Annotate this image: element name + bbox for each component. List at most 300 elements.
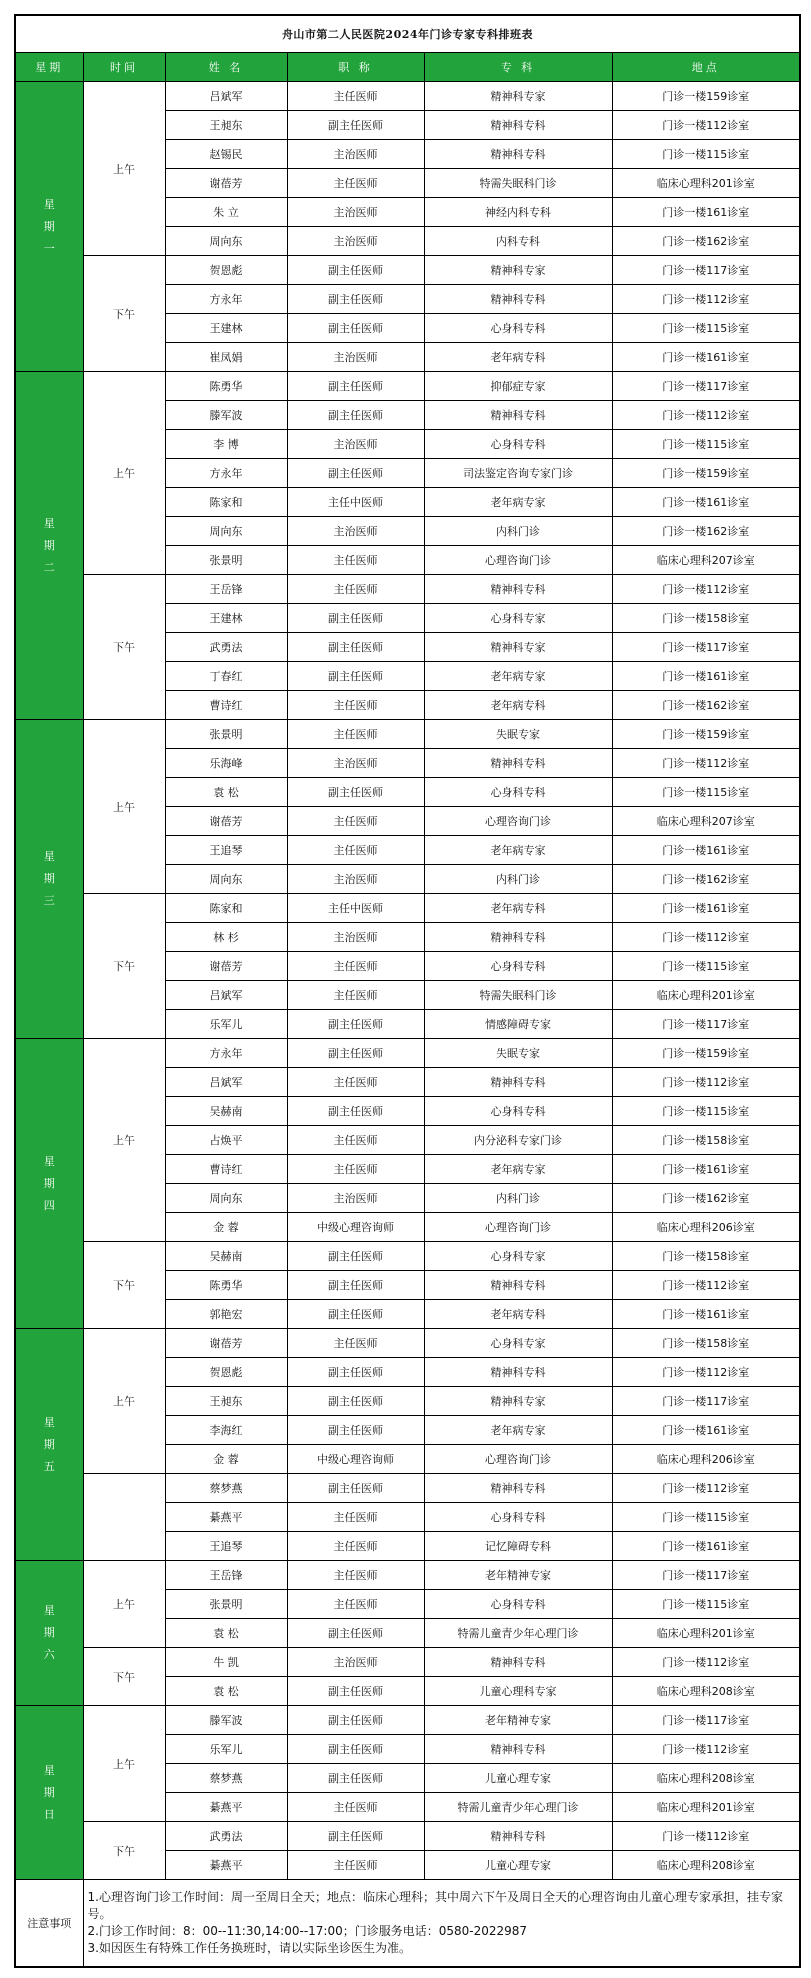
- cell-title: 副主任医师: [287, 1039, 424, 1068]
- cell-title: 主治医师: [287, 865, 424, 894]
- cell-specialty: 老年病专家: [424, 836, 612, 865]
- cell-specialty: 儿童心理专家: [424, 1851, 612, 1880]
- notes-content: [83, 1880, 800, 1968]
- day-label: [15, 1039, 83, 1329]
- cell-specialty: 心身科专科: [424, 314, 612, 343]
- period-label: 下午: [83, 894, 165, 1039]
- table-row: [15, 1706, 800, 1735]
- cell-location: 门诊一楼117诊室: [612, 1561, 800, 1590]
- cell-location: 门诊一楼162诊室: [612, 1184, 800, 1213]
- cell-specialty: 内科专科: [424, 227, 612, 256]
- table-row: [15, 720, 800, 749]
- cell-name: 方永年: [165, 285, 287, 314]
- cell-title: 主任医师: [287, 1793, 424, 1822]
- period-label: 上午: [83, 1561, 165, 1648]
- cell-specialty: 内分泌科专家门诊: [424, 1126, 612, 1155]
- table-row: [15, 1474, 800, 1503]
- cell-name: 丁春红: [165, 662, 287, 691]
- cell-location: 门诊一楼159诊室: [612, 1039, 800, 1068]
- cell-specialty: 心理咨询门诊: [424, 807, 612, 836]
- day-label: [15, 372, 83, 720]
- cell-specialty: 心身科专科: [424, 430, 612, 459]
- cell-location: 门诊一楼115诊室: [612, 140, 800, 169]
- cell-specialty: 特需儿童青少年心理门诊: [424, 1619, 612, 1648]
- cell-location: 临床心理科201诊室: [612, 1793, 800, 1822]
- cell-location: 门诊一楼112诊室: [612, 1271, 800, 1300]
- day-label-text: 星期四: [43, 1154, 55, 1212]
- cell-title: 主任医师: [287, 952, 424, 981]
- note-line-1: 1.心理咨询门诊工作时间：周一至周日全天；地点：临床心理科；其中周六下午及周日全天的心理咨询由儿童心理专家承担，挂专家号。: [87, 1890, 783, 1921]
- day-label-text: 星期一: [43, 197, 55, 255]
- table-row: [15, 1648, 800, 1677]
- cell-location: 临床心理科208诊室: [612, 1764, 800, 1793]
- cell-specialty: 精神科专科: [424, 1474, 612, 1503]
- cell-name: 谢蓓芳: [165, 1329, 287, 1358]
- day-label-text: 星期三: [43, 850, 55, 907]
- cell-location: 门诊一楼112诊室: [612, 1358, 800, 1387]
- cell-title: 副主任医师: [287, 1822, 424, 1851]
- cell-location: 门诊一楼162诊室: [612, 227, 800, 256]
- cell-location: 门诊一楼112诊室: [612, 401, 800, 430]
- cell-location: 门诊一楼115诊室: [612, 952, 800, 981]
- cell-title: 主任医师: [287, 807, 424, 836]
- cell-title: 副主任医师: [287, 372, 424, 401]
- cell-specialty: 情感障碍专家: [424, 1010, 612, 1039]
- cell-specialty: 心身科专科: [424, 952, 612, 981]
- day-label: [15, 1706, 83, 1880]
- cell-title: 副主任医师: [287, 285, 424, 314]
- cell-location: 门诊一楼112诊室: [612, 1474, 800, 1503]
- cell-name: 王岳锋: [165, 1561, 287, 1590]
- cell-name: 曹诗红: [165, 691, 287, 720]
- cell-title: 主治医师: [287, 1184, 424, 1213]
- cell-specialty: 司法鉴定咨询专家门诊: [424, 459, 612, 488]
- cell-location: 门诊一楼117诊室: [612, 633, 800, 662]
- cell-specialty: 失眠专家: [424, 1039, 612, 1068]
- cell-specialty: 精神科专科: [424, 1358, 612, 1387]
- cell-name: 武勇法: [165, 1822, 287, 1851]
- cell-specialty: 精神科专家: [424, 1387, 612, 1416]
- cell-title: 主治医师: [287, 198, 424, 227]
- cell-location: 门诊一楼112诊室: [612, 575, 800, 604]
- cell-title: 副主任医师: [287, 401, 424, 430]
- table-row: [15, 1329, 800, 1358]
- cell-specialty: 内科门诊: [424, 865, 612, 894]
- cell-location: 门诊一楼159诊室: [612, 720, 800, 749]
- cell-name: 王昶东: [165, 1387, 287, 1416]
- cell-title: 主任医师: [287, 981, 424, 1010]
- period-label: 上午: [83, 1329, 165, 1474]
- cell-specialty: 老年病专家: [424, 1155, 612, 1184]
- cell-location: 门诊一楼161诊室: [612, 198, 800, 227]
- cell-specialty: 心身科专科: [424, 1097, 612, 1126]
- period-label: 下午: [83, 1242, 165, 1329]
- cell-location: 门诊一楼115诊室: [612, 430, 800, 459]
- cell-location: 门诊一楼115诊室: [612, 314, 800, 343]
- cell-title: 主任医师: [287, 1851, 424, 1880]
- period-label: 上午: [83, 82, 165, 256]
- cell-title: 主任医师: [287, 1126, 424, 1155]
- day-label-text: 星期六: [43, 1604, 55, 1661]
- cell-location: 门诊一楼161诊室: [612, 1300, 800, 1329]
- cell-specialty: 心身科专家: [424, 1242, 612, 1271]
- cell-location: 门诊一楼112诊室: [612, 111, 800, 140]
- cell-title: 主任医师: [287, 1155, 424, 1184]
- cell-name: 陈家和: [165, 894, 287, 923]
- cell-specialty: 精神科专家: [424, 633, 612, 662]
- table-row: [15, 1561, 800, 1590]
- cell-location: 门诊一楼117诊室: [612, 1010, 800, 1039]
- cell-location: 门诊一楼115诊室: [612, 1097, 800, 1126]
- cell-name: 谢蓓芳: [165, 169, 287, 198]
- cell-title: 副主任医师: [287, 111, 424, 140]
- cell-specialty: 特需儿童青少年心理门诊: [424, 1793, 612, 1822]
- cell-title: 主治医师: [287, 1648, 424, 1677]
- cell-name: 袁 松: [165, 1677, 287, 1706]
- cell-name: 王建林: [165, 604, 287, 633]
- cell-location: 门诊一楼161诊室: [612, 894, 800, 923]
- table-row: [15, 894, 800, 923]
- cell-name: 崔凤娟: [165, 343, 287, 372]
- cell-name: 武勇法: [165, 633, 287, 662]
- cell-name: 周向东: [165, 1184, 287, 1213]
- cell-name: 贺恩彪: [165, 256, 287, 285]
- cell-location: 门诊一楼162诊室: [612, 517, 800, 546]
- cell-location: 门诊一楼115诊室: [612, 1590, 800, 1619]
- cell-name: 赵锡民: [165, 140, 287, 169]
- cell-title: 主任医师: [287, 691, 424, 720]
- cell-title: 副主任医师: [287, 459, 424, 488]
- period-label: 上午: [83, 1706, 165, 1822]
- cell-title: 副主任医师: [287, 256, 424, 285]
- cell-name: 蔡梦燕: [165, 1764, 287, 1793]
- cell-specialty: 儿童心理专家: [424, 1764, 612, 1793]
- cell-location: 门诊一楼158诊室: [612, 1126, 800, 1155]
- cell-specialty: 失眠专家: [424, 720, 612, 749]
- cell-location: 门诊一楼161诊室: [612, 1155, 800, 1184]
- cell-title: 副主任医师: [287, 633, 424, 662]
- table-row: [15, 372, 800, 401]
- cell-location: 门诊一楼161诊室: [612, 662, 800, 691]
- cell-location: 门诊一楼112诊室: [612, 1735, 800, 1764]
- cell-name: 郭艳宏: [165, 1300, 287, 1329]
- period-label: 下午: [83, 1648, 165, 1706]
- cell-title: 主任医师: [287, 836, 424, 865]
- cell-location: 门诊一楼115诊室: [612, 778, 800, 807]
- cell-name: 王建林: [165, 314, 287, 343]
- table-row: [15, 1242, 800, 1271]
- cell-name: 袁 松: [165, 1619, 287, 1648]
- cell-location: 临床心理科207诊室: [612, 807, 800, 836]
- cell-name: 李海红: [165, 1416, 287, 1445]
- note-line-2: 2.门诊工作时间：8：00--11:30,14:00--17:00；门诊服务电话：0580-2022987: [87, 1924, 528, 1938]
- cell-title: 副主任医师: [287, 1474, 424, 1503]
- cell-specialty: 心身科专家: [424, 604, 612, 633]
- period-label: [83, 1474, 165, 1561]
- cell-location: 临床心理科201诊室: [612, 1619, 800, 1648]
- table-row: [15, 256, 800, 285]
- cell-specialty: 心身科专家: [424, 1329, 612, 1358]
- cell-name: 谢蓓芳: [165, 952, 287, 981]
- cell-name: 綦燕平: [165, 1851, 287, 1880]
- cell-name: 乐军儿: [165, 1010, 287, 1039]
- cell-location: 门诊一楼112诊室: [612, 1648, 800, 1677]
- cell-specialty: 心身科专科: [424, 778, 612, 807]
- cell-title: 主治医师: [287, 517, 424, 546]
- cell-title: 副主任医师: [287, 1242, 424, 1271]
- cell-location: 门诊一楼161诊室: [612, 488, 800, 517]
- cell-specialty: 精神科专科: [424, 401, 612, 430]
- table-row: [15, 1822, 800, 1851]
- cell-title: 副主任医师: [287, 1097, 424, 1126]
- cell-name: 牛 凯: [165, 1648, 287, 1677]
- cell-specialty: 心身科专科: [424, 1503, 612, 1532]
- cell-location: 门诊一楼112诊室: [612, 1822, 800, 1851]
- cell-name: 吕斌军: [165, 82, 287, 111]
- cell-location: 门诊一楼159诊室: [612, 82, 800, 111]
- cell-name: 吴赫南: [165, 1242, 287, 1271]
- cell-name: 谢蓓芳: [165, 807, 287, 836]
- cell-name: 贺恩彪: [165, 1358, 287, 1387]
- cell-name: 金 蓉: [165, 1213, 287, 1242]
- cell-location: 门诊一楼115诊室: [612, 1503, 800, 1532]
- cell-title: 中级心理咨询师: [287, 1445, 424, 1474]
- cell-specialty: 记忆障碍专科: [424, 1532, 612, 1561]
- cell-location: 门诊一楼158诊室: [612, 604, 800, 633]
- cell-specialty: 精神科专科: [424, 1735, 612, 1764]
- day-label: [15, 1561, 83, 1706]
- cell-specialty: 精神科专科: [424, 1271, 612, 1300]
- cell-title: 主任医师: [287, 1068, 424, 1097]
- header-day: 星期: [15, 53, 83, 82]
- header-location: 地点: [612, 53, 800, 82]
- cell-title: 副主任医师: [287, 604, 424, 633]
- cell-location: 门诊一楼161诊室: [612, 343, 800, 372]
- cell-name: 周向东: [165, 865, 287, 894]
- cell-title: 主治医师: [287, 227, 424, 256]
- day-label: [15, 1329, 83, 1561]
- cell-name: 方永年: [165, 459, 287, 488]
- cell-location: 门诊一楼158诊室: [612, 1329, 800, 1358]
- header-specialty: 专 科: [424, 53, 612, 82]
- table-row: [15, 82, 800, 111]
- cell-location: 临床心理科206诊室: [612, 1213, 800, 1242]
- cell-title: 副主任医师: [287, 1706, 424, 1735]
- cell-specialty: 老年病专家: [424, 662, 612, 691]
- cell-title: 主任医师: [287, 82, 424, 111]
- cell-location: 门诊一楼162诊室: [612, 691, 800, 720]
- cell-name: 綦燕平: [165, 1793, 287, 1822]
- cell-name: 周向东: [165, 227, 287, 256]
- cell-title: 主任医师: [287, 575, 424, 604]
- cell-specialty: 老年精神专家: [424, 1706, 612, 1735]
- cell-title: 主任医师: [287, 1590, 424, 1619]
- period-label: 上午: [83, 372, 165, 575]
- cell-specialty: 精神科专科: [424, 1068, 612, 1097]
- day-label: [15, 82, 83, 372]
- cell-name: 滕军波: [165, 1706, 287, 1735]
- cell-specialty: 特需失眠科门诊: [424, 981, 612, 1010]
- cell-name: 陈勇华: [165, 372, 287, 401]
- cell-location: 门诊一楼117诊室: [612, 256, 800, 285]
- cell-location: 门诊一楼112诊室: [612, 1068, 800, 1097]
- cell-specialty: 精神科专科: [424, 923, 612, 952]
- cell-specialty: 心理咨询门诊: [424, 546, 612, 575]
- cell-specialty: 精神科专科: [424, 1822, 612, 1851]
- cell-location: 临床心理科206诊室: [612, 1445, 800, 1474]
- cell-name: 朱 立: [165, 198, 287, 227]
- cell-name: 林 杉: [165, 923, 287, 952]
- cell-title: 副主任医师: [287, 1764, 424, 1793]
- cell-location: 门诊一楼161诊室: [612, 1416, 800, 1445]
- cell-name: 滕军波: [165, 401, 287, 430]
- day-label-text: 星期五: [43, 1415, 55, 1473]
- cell-title: 主任医师: [287, 169, 424, 198]
- cell-title: 副主任医师: [287, 1271, 424, 1300]
- cell-location: 门诊一楼159诊室: [612, 459, 800, 488]
- cell-name: 蔡梦燕: [165, 1474, 287, 1503]
- cell-specialty: 抑郁症专家: [424, 372, 612, 401]
- cell-specialty: 精神科专家: [424, 256, 612, 285]
- notes-label: 注意事项: [15, 1880, 83, 1968]
- cell-title: 主治医师: [287, 749, 424, 778]
- cell-specialty: 老年病专科: [424, 343, 612, 372]
- cell-location: 门诊一楼117诊室: [612, 1387, 800, 1416]
- cell-specialty: 精神科专科: [424, 749, 612, 778]
- cell-title: 主任医师: [287, 546, 424, 575]
- cell-location: 门诊一楼117诊室: [612, 372, 800, 401]
- cell-specialty: 心身科专科: [424, 1590, 612, 1619]
- day-label-text: 星期二: [43, 516, 55, 574]
- cell-specialty: 内科门诊: [424, 1184, 612, 1213]
- cell-name: 张景明: [165, 720, 287, 749]
- cell-location: 门诊一楼112诊室: [612, 285, 800, 314]
- cell-name: 张景明: [165, 1590, 287, 1619]
- cell-title: 主任中医师: [287, 894, 424, 923]
- cell-name: 袁 松: [165, 778, 287, 807]
- cell-name: 王追琴: [165, 836, 287, 865]
- header-name: 姓 名: [165, 53, 287, 82]
- cell-location: 临床心理科208诊室: [612, 1677, 800, 1706]
- cell-specialty: 精神科专科: [424, 140, 612, 169]
- cell-specialty: 精神科专科: [424, 285, 612, 314]
- cell-specialty: 精神科专科: [424, 1648, 612, 1677]
- cell-name: 王昶东: [165, 111, 287, 140]
- cell-location: 门诊一楼112诊室: [612, 749, 800, 778]
- cell-title: 副主任医师: [287, 1387, 424, 1416]
- page-title: 舟山市第二人民医院2024年门诊专家专科排班表: [15, 15, 800, 53]
- cell-title: 主治医师: [287, 430, 424, 459]
- cell-specialty: 老年精神专家: [424, 1561, 612, 1590]
- cell-name: 曹诗红: [165, 1155, 287, 1184]
- cell-specialty: 老年病专科: [424, 1300, 612, 1329]
- cell-name: 占焕平: [165, 1126, 287, 1155]
- cell-location: 门诊一楼158诊室: [612, 1242, 800, 1271]
- cell-specialty: 心理咨询门诊: [424, 1213, 612, 1242]
- cell-location: 门诊一楼161诊室: [612, 836, 800, 865]
- cell-location: 门诊一楼117诊室: [612, 1706, 800, 1735]
- table-row: [15, 1039, 800, 1068]
- cell-specialty: 精神科专科: [424, 575, 612, 604]
- cell-specialty: 老年病专家: [424, 1416, 612, 1445]
- cell-name: 乐军儿: [165, 1735, 287, 1764]
- cell-title: 副主任医师: [287, 662, 424, 691]
- cell-name: 吴赫南: [165, 1097, 287, 1126]
- cell-title: 主任医师: [287, 1503, 424, 1532]
- cell-specialty: 儿童心理科专家: [424, 1677, 612, 1706]
- cell-title: 副主任医师: [287, 1300, 424, 1329]
- cell-specialty: 老年病专科: [424, 894, 612, 923]
- cell-specialty: 老年病专家: [424, 488, 612, 517]
- cell-specialty: 神经内科专科: [424, 198, 612, 227]
- schedule-table: [14, 14, 801, 1968]
- cell-location: 门诊一楼162诊室: [612, 865, 800, 894]
- cell-location: 门诊一楼161诊室: [612, 1532, 800, 1561]
- day-label-text: 星期日: [43, 1763, 55, 1821]
- cell-title: 主任医师: [287, 1329, 424, 1358]
- cell-specialty: 老年病专科: [424, 691, 612, 720]
- cell-title: 主治医师: [287, 923, 424, 952]
- cell-name: 李 博: [165, 430, 287, 459]
- cell-title: 主任医师: [287, 720, 424, 749]
- note-line-3: 3.如因医生有特殊工作任务换班时，请以实际坐诊医生为准。: [87, 1941, 411, 1955]
- cell-title: 副主任医师: [287, 1416, 424, 1445]
- cell-name: 方永年: [165, 1039, 287, 1068]
- cell-title: 主治医师: [287, 140, 424, 169]
- period-label: 下午: [83, 575, 165, 720]
- cell-name: 吕斌军: [165, 981, 287, 1010]
- cell-specialty: 精神科专科: [424, 111, 612, 140]
- cell-title: 副主任医师: [287, 1677, 424, 1706]
- cell-name: 綦燕平: [165, 1503, 287, 1532]
- cell-title: 中级心理咨询师: [287, 1213, 424, 1242]
- period-label: 下午: [83, 1822, 165, 1880]
- cell-name: 吕斌军: [165, 1068, 287, 1097]
- cell-location: 临床心理科208诊室: [612, 1851, 800, 1880]
- period-label: 上午: [83, 1039, 165, 1242]
- cell-name: 陈家和: [165, 488, 287, 517]
- cell-name: 乐海峰: [165, 749, 287, 778]
- cell-name: 陈勇华: [165, 1271, 287, 1300]
- cell-specialty: 精神科专家: [424, 82, 612, 111]
- cell-title: 主任中医师: [287, 488, 424, 517]
- cell-location: 门诊一楼112诊室: [612, 923, 800, 952]
- header-title: 职 称: [287, 53, 424, 82]
- cell-title: 副主任医师: [287, 1735, 424, 1764]
- period-label: 下午: [83, 256, 165, 372]
- cell-title: 副主任医师: [287, 778, 424, 807]
- cell-location: 临床心理科207诊室: [612, 546, 800, 575]
- cell-title: 副主任医师: [287, 1358, 424, 1387]
- day-label: [15, 720, 83, 1039]
- cell-location: 临床心理科201诊室: [612, 981, 800, 1010]
- header-time: 时间: [83, 53, 165, 82]
- cell-name: 张景明: [165, 546, 287, 575]
- cell-title: 主任医师: [287, 1561, 424, 1590]
- cell-specialty: 心理咨询门诊: [424, 1445, 612, 1474]
- cell-title: 副主任医师: [287, 1619, 424, 1648]
- cell-specialty: 特需失眠科门诊: [424, 169, 612, 198]
- cell-specialty: 内科门诊: [424, 517, 612, 546]
- cell-location: 临床心理科201诊室: [612, 169, 800, 198]
- cell-title: 主治医师: [287, 343, 424, 372]
- cell-name: 周向东: [165, 517, 287, 546]
- cell-title: 副主任医师: [287, 314, 424, 343]
- cell-title: 副主任医师: [287, 1010, 424, 1039]
- cell-name: 王岳锋: [165, 575, 287, 604]
- cell-title: 主任医师: [287, 1532, 424, 1561]
- cell-name: 王追琴: [165, 1532, 287, 1561]
